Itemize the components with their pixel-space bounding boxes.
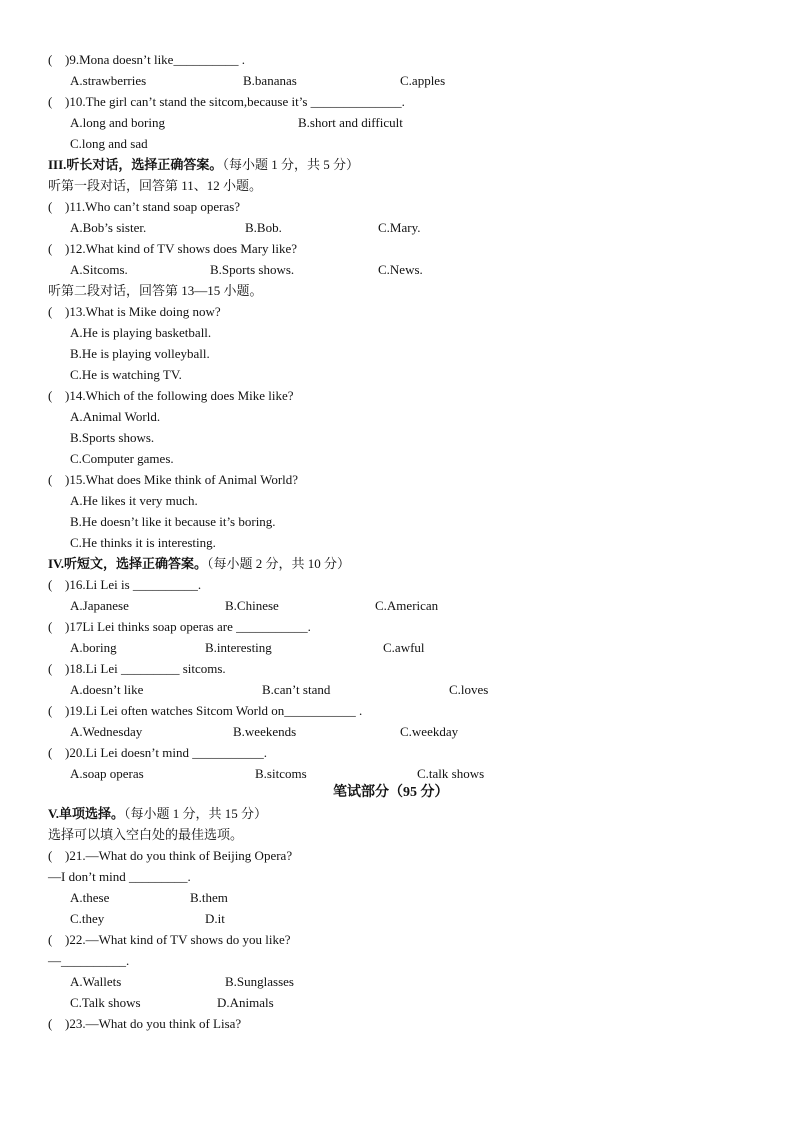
section-5-intro: 选择可以填入空白处的最佳选项。 (48, 827, 244, 842)
q21-option-b: B.them (190, 890, 228, 905)
answer-paren[interactable]: ( (48, 848, 53, 863)
section-5-title: V.单项选择。 (48, 806, 124, 821)
section-3-intro-2: 听第二段对话，回答第 13—15 小题。 (48, 283, 263, 298)
question-20-stem: )20.Li Lei doesn’t mind ___________. (65, 745, 267, 760)
q9-option-a: A.strawberries (70, 73, 147, 88)
q9-option-c: C.apples (400, 73, 446, 88)
section-4-score: （每小题 2 分，共 10 分） (207, 556, 351, 571)
q16-option-a: A.Japanese (70, 598, 129, 613)
question-11-stem: )11.Who can’t stand soap operas? (65, 199, 241, 214)
question-19-stem: )19.Li Lei often watches Sitcom World on___________ . (65, 703, 363, 718)
q17-option-b: B.interesting (205, 640, 272, 655)
q18-option-c: C.loves (449, 682, 489, 697)
q19-option-c: C.weekday (400, 724, 459, 739)
q20-option-b: B.sitcoms (255, 766, 307, 781)
q16-option-b: B.Chinese (225, 598, 279, 613)
answer-paren[interactable]: ( (48, 1016, 53, 1031)
section-4-heading (48, 556, 350, 572)
q14-option-c: C.Computer games. (70, 451, 174, 466)
q16-option-c: C.American (375, 598, 439, 613)
q12-option-a: A.Sitcoms. (70, 262, 128, 277)
question-16-stem: )16.Li Lei is __________. (65, 577, 202, 592)
q17-option-a: A.boring (70, 640, 117, 655)
q10-option-a: A.long and boring (70, 115, 165, 130)
q13-option-c: C.He is watching TV. (70, 367, 182, 382)
q19-option-b: B.weekends (233, 724, 297, 739)
q22-option-a: A.Wallets (70, 974, 122, 989)
q22-option-d: D.Animals (217, 995, 274, 1010)
question-10-stem: )10.The girl can’t stand the sitcom,because it’s ______________. (65, 94, 405, 109)
section-5-heading (48, 806, 267, 822)
answer-paren[interactable]: ( (48, 745, 53, 760)
question-21-stem: )21.—What do you think of Beijing Opera? (65, 848, 293, 863)
answer-paren[interactable]: ( (48, 703, 53, 718)
q18-option-a: A.doesn’t like (70, 682, 144, 697)
q14-option-a: A.Animal World. (70, 409, 161, 424)
q19-option-a: A.Wednesday (70, 724, 143, 739)
q15-option-b: B.He doesn’t like it because it’s boring. (70, 514, 276, 529)
q20-option-a: A.soap operas (70, 766, 144, 781)
q11-option-b: B.Bob. (245, 220, 282, 235)
question-23-stem: )23.—What do you think of Lisa? (65, 1016, 242, 1031)
q9-option-b: B.bananas (243, 73, 297, 88)
question-22-answer-line: —__________. (48, 953, 130, 968)
q17-option-c: C.awful (383, 640, 425, 655)
section-4-title: IV.听短文，选择正确答案。 (48, 556, 208, 571)
question-9-text: 9.Mona doesn’t like__________ . (69, 52, 245, 67)
answer-paren[interactable]: ( (48, 661, 53, 676)
section-3-intro-1: 听第一段对话，回答第 11、12 小题。 (48, 178, 263, 193)
q10-option-b: B.short and difficult (298, 115, 403, 130)
answer-paren[interactable]: ( (48, 932, 53, 947)
question-15-stem: )15.What does Mike think of Animal World? (65, 472, 299, 487)
q13-option-b: B.He is playing volleyball. (70, 346, 210, 361)
q21-option-a: A.these (70, 890, 110, 905)
q11-option-c: C.Mary. (378, 220, 421, 235)
section-3-title: III.听长对话，选择正确答案。 (48, 157, 223, 172)
q12-option-b: B.Sports shows. (210, 262, 295, 277)
answer-paren[interactable]: ( (48, 388, 53, 403)
answer-paren[interactable]: ( (48, 199, 53, 214)
answer-paren[interactable]: ( (48, 577, 53, 592)
q21-option-c: C.they (70, 911, 105, 926)
q20-option-c: C.talk shows (417, 766, 485, 781)
q12-option-c: C.News. (378, 262, 423, 277)
question-14-stem: )14.Which of the following does Mike like? (65, 388, 294, 403)
q21-option-d: D.it (205, 911, 225, 926)
section-3-score: （每小题 1 分，共 5 分） (222, 157, 359, 172)
written-part-title: 笔试部分（95 分） (333, 785, 449, 800)
section-3-heading (48, 157, 359, 173)
question-22-stem: )22.—What kind of TV shows do you like? (65, 932, 291, 947)
question-18-stem: )18.Li Lei _________ sitcoms. (65, 661, 226, 676)
q18-option-b: B.can’t stand (262, 682, 331, 697)
q15-option-c: C.He thinks it is interesting. (70, 535, 216, 550)
q13-option-a: A.He is playing basketball. (70, 325, 212, 340)
q14-option-b: B.Sports shows. (70, 430, 155, 445)
question-17-stem: )17Li Lei thinks soap operas are ___________. (65, 619, 311, 634)
question-9-stem: )9.Mona doesn’t like__________ . (65, 52, 245, 67)
section-5-score: （每小题 1 分，共 15 分） (123, 806, 267, 821)
answer-paren[interactable]: ( (48, 304, 53, 319)
question-13-stem: )13.What is Mike doing now? (65, 304, 221, 319)
q10-option-c: C.long and sad (70, 136, 148, 151)
answer-paren[interactable]: ( (48, 619, 53, 634)
q15-option-a: A.He likes it very much. (70, 493, 198, 508)
question-21-answer-line: —I don’t mind _________. (48, 869, 191, 884)
answer-paren[interactable]: ( (48, 52, 53, 67)
q22-option-b: B.Sunglasses (225, 974, 294, 989)
question-10-text: 10.The girl can’t stand the sitcom,because it’s ______________. (69, 94, 405, 109)
answer-paren[interactable]: ( (48, 94, 53, 109)
q22-option-c: C.Talk shows (70, 995, 141, 1010)
q11-option-a: A.Bob’s sister. (70, 220, 147, 235)
answer-paren[interactable]: ( (48, 241, 53, 256)
answer-paren[interactable]: ( (48, 472, 53, 487)
question-12-stem: )12.What kind of TV shows does Mary like? (65, 241, 298, 256)
